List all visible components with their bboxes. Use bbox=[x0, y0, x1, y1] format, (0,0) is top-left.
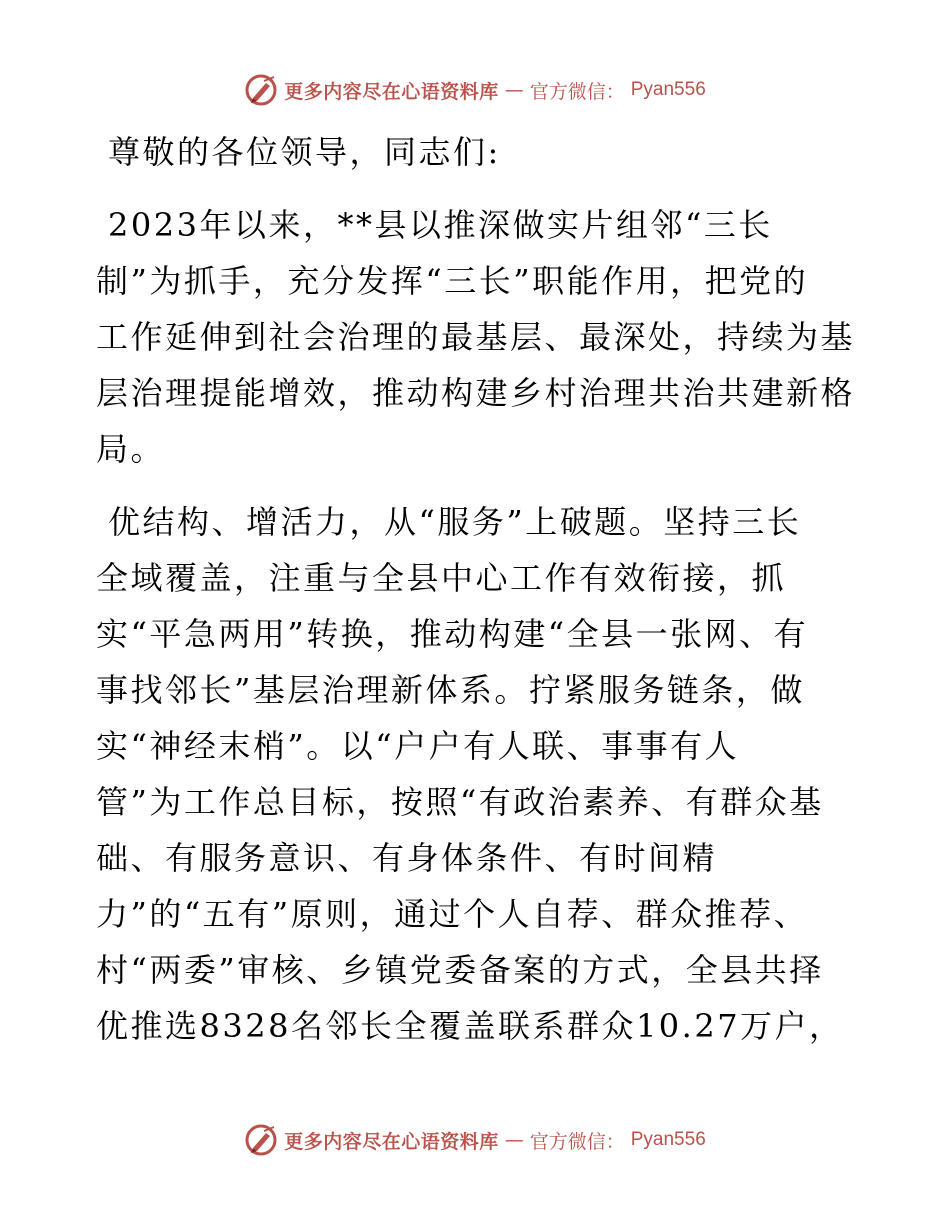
paragraph-line: 优结构、增活力，从“服务”上破题。坚持三长 bbox=[108, 503, 802, 541]
paragraph-line: 础、有服务意识、有身体条件、有时间精 bbox=[96, 839, 718, 877]
footer-watermark bbox=[0, 1120, 950, 1160]
watermark-dash: — bbox=[504, 79, 524, 101]
paragraph-line: 优推选8328名邻长全覆盖联系群众10.27万户， bbox=[96, 1007, 844, 1045]
paragraph-line: 力”的“五有”原则，通过个人自荐、群众推荐、 bbox=[96, 895, 809, 933]
greeting: 尊敬的各位领导，同志们: bbox=[108, 133, 501, 171]
paragraph-line: 村“两委”审核、乡镇党委备案的方式，全县共择 bbox=[96, 951, 824, 989]
paragraph-line: 实“神经末梢”。以“户户有人联、事事有人 bbox=[96, 727, 740, 765]
watermark-wechat-id: Pyan556 bbox=[630, 79, 706, 100]
watermark-wechat-label: 官方微信： bbox=[529, 80, 625, 103]
paragraph-line: 工作延伸到社会治理的最基层、最深处，持续为基 bbox=[96, 318, 856, 356]
paragraph-line: 层治理提能增效，推动构建乡村治理共治共建新格 bbox=[96, 374, 856, 412]
paragraph-line: 事找邻长”基层治理新体系。拧紧服务链条，做 bbox=[96, 671, 805, 709]
watermark-text: 更多内容尽在心语资料库 bbox=[284, 80, 499, 103]
pen-circle-logo-icon bbox=[244, 1123, 278, 1157]
paragraph-line: 制”为抓手，充分发挥“三长”职能作用，把党的 bbox=[96, 262, 809, 300]
paragraph-line: 管”为工作总目标，按照“有政治素养、有群众基 bbox=[96, 783, 824, 821]
watermark-wechat-id: Pyan556 bbox=[630, 1129, 706, 1150]
paragraph-line: 局。 bbox=[96, 430, 166, 468]
watermark-dash: — bbox=[504, 1129, 524, 1151]
paragraph-2 bbox=[96, 494, 856, 1054]
paragraph-line: 2023年以来，**县以推深做实片组邻“三长 bbox=[108, 206, 773, 244]
watermark-text: 更多内容尽在心语资料库 bbox=[284, 1130, 499, 1153]
paragraph-1 bbox=[96, 197, 856, 477]
header-watermark bbox=[0, 70, 950, 110]
paragraph-line: 实“平急两用”转换，推动构建“全县一张网、有 bbox=[96, 615, 809, 653]
pen-circle-logo-icon bbox=[244, 73, 278, 107]
document-body bbox=[96, 124, 856, 1071]
paragraph-line: 全域覆盖，注重与全县中心工作有效衔接，抓 bbox=[96, 559, 787, 597]
watermark-wechat-label: 官方微信： bbox=[529, 1130, 625, 1153]
